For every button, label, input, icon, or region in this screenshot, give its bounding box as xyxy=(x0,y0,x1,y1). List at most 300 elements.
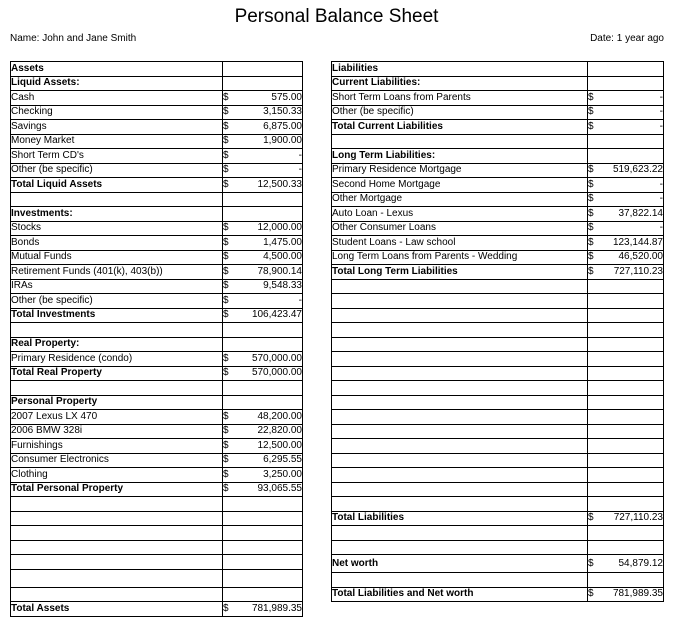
amount-value: 37,822.14 xyxy=(618,207,663,219)
asset-label-cell[interactable]: Liquid Assets: xyxy=(11,76,223,91)
amount-value: 519,623.22 xyxy=(612,164,663,176)
liability-label-cell[interactable]: Net worth xyxy=(332,555,588,573)
asset-label-cell[interactable]: Retirement Funds (401(k), 403(b)) xyxy=(11,265,223,280)
amount-value: 570,000.00 xyxy=(251,367,302,379)
asset-amount-cell[interactable] xyxy=(223,149,303,164)
amount-value: - xyxy=(659,193,663,205)
asset-amount-cell[interactable] xyxy=(223,221,303,236)
asset-row xyxy=(11,265,303,280)
asset-row xyxy=(11,178,303,193)
asset-row xyxy=(11,587,303,602)
assets-table xyxy=(10,61,303,617)
liability-amount-cell[interactable] xyxy=(588,294,664,309)
liability-amount-cell[interactable] xyxy=(588,587,664,602)
asset-row xyxy=(11,511,303,526)
asset-label-cell[interactable]: Investments: xyxy=(11,207,223,222)
asset-row xyxy=(11,555,303,570)
currency-symbol: $ xyxy=(223,410,229,422)
asset-amount-cell[interactable] xyxy=(223,163,303,178)
liability-row xyxy=(332,308,664,323)
currency-symbol: $ xyxy=(223,91,229,103)
liability-amount-cell[interactable] xyxy=(588,337,664,352)
liability-label-cell[interactable] xyxy=(332,453,588,468)
asset-amount-cell[interactable] xyxy=(223,540,303,555)
asset-amount-cell[interactable] xyxy=(223,265,303,280)
asset-amount-cell[interactable] xyxy=(223,526,303,541)
amount-value: 93,065.55 xyxy=(257,483,302,495)
assets-heading-amount-cell[interactable] xyxy=(223,62,303,77)
liability-label-cell[interactable]: Current Liabilities: xyxy=(332,76,588,91)
amount-value: - xyxy=(659,91,663,103)
asset-row xyxy=(11,540,303,555)
amount-value: 727,110.23 xyxy=(613,512,663,524)
asset-row xyxy=(11,120,303,135)
currency-symbol: $ xyxy=(588,222,594,234)
currency-symbol: $ xyxy=(223,602,229,614)
liability-amount-cell[interactable] xyxy=(588,395,664,410)
liability-label-cell[interactable] xyxy=(332,468,588,483)
amount-value: - xyxy=(298,149,302,161)
asset-label-cell[interactable]: Money Market xyxy=(11,134,223,149)
currency-symbol: $ xyxy=(588,178,594,190)
amount-value: 12,500.00 xyxy=(257,439,302,451)
asset-label-cell[interactable]: Primary Residence (condo) xyxy=(11,352,223,367)
liability-row xyxy=(332,207,664,222)
asset-amount-cell[interactable] xyxy=(223,192,303,207)
amount-value: 1,475.00 xyxy=(263,236,302,248)
asset-amount-cell[interactable] xyxy=(223,555,303,570)
liability-label-cell[interactable]: Auto Loan - Lexus xyxy=(332,207,588,222)
asset-label-cell[interactable] xyxy=(11,192,223,207)
liability-amount-cell[interactable] xyxy=(588,279,664,294)
asset-label-cell[interactable]: Personal Property xyxy=(11,395,223,410)
asset-row xyxy=(11,192,303,207)
amount-value: - xyxy=(659,178,663,190)
amount-value: 3,150.33 xyxy=(263,106,302,118)
liability-row xyxy=(332,279,664,294)
asset-label-cell[interactable]: Checking xyxy=(11,105,223,120)
liability-label-cell[interactable]: Primary Residence Mortgage xyxy=(332,163,588,178)
currency-symbol: $ xyxy=(588,236,594,248)
date-line: Date: 1 year ago xyxy=(590,33,664,44)
amount-value: 78,900.14 xyxy=(257,265,302,277)
asset-label-cell[interactable]: Cash xyxy=(11,91,223,106)
asset-row xyxy=(11,453,303,468)
currency-symbol: $ xyxy=(223,178,229,190)
liability-row xyxy=(332,178,664,193)
liability-row xyxy=(332,250,664,265)
liability-label-cell[interactable] xyxy=(332,294,588,309)
amount-value: 22,820.00 xyxy=(257,425,302,437)
liability-row xyxy=(332,192,664,207)
liability-amount-cell[interactable] xyxy=(588,250,664,265)
asset-amount-cell[interactable] xyxy=(223,279,303,294)
asset-label-cell[interactable]: IRAs xyxy=(11,279,223,294)
asset-label-cell[interactable]: Clothing xyxy=(11,468,223,483)
liability-row xyxy=(332,366,664,381)
liability-amount-cell[interactable] xyxy=(588,352,664,367)
liability-label-cell[interactable] xyxy=(332,482,588,497)
currency-symbol: $ xyxy=(223,236,229,248)
liability-label-cell[interactable]: Other Mortgage xyxy=(332,192,588,207)
liability-amount-cell[interactable] xyxy=(588,468,664,483)
name-line: Name: John and Jane Smith xyxy=(10,33,137,44)
asset-amount-cell[interactable] xyxy=(223,366,303,381)
currency-symbol: $ xyxy=(588,120,594,132)
liability-amount-cell[interactable] xyxy=(588,424,664,439)
asset-amount-cell[interactable] xyxy=(223,308,303,323)
liability-row xyxy=(332,294,664,309)
liability-amount-cell[interactable] xyxy=(588,91,664,106)
currency-symbol: $ xyxy=(588,193,594,205)
currency-symbol: $ xyxy=(588,588,594,600)
asset-label-cell[interactable] xyxy=(11,569,223,587)
liability-row xyxy=(332,555,664,573)
assets-heading[interactable]: Assets xyxy=(11,62,223,77)
currency-symbol: $ xyxy=(223,135,229,147)
liability-label-cell[interactable] xyxy=(332,337,588,352)
asset-label-cell[interactable] xyxy=(11,323,223,338)
currency-symbol: $ xyxy=(223,164,229,176)
liability-row xyxy=(332,587,664,602)
amount-value: 48,200.00 xyxy=(257,410,302,422)
asset-amount-cell[interactable] xyxy=(223,468,303,483)
amount-value: 54,879.12 xyxy=(618,557,663,569)
currency-symbol: $ xyxy=(223,309,229,321)
asset-label-cell[interactable] xyxy=(11,497,223,512)
asset-row xyxy=(11,105,303,120)
liability-label-cell[interactable] xyxy=(332,308,588,323)
liability-row xyxy=(332,163,664,178)
asset-row xyxy=(11,91,303,106)
asset-amount-cell[interactable] xyxy=(223,453,303,468)
liabilities-heading-amount-cell[interactable] xyxy=(588,62,664,77)
asset-amount-cell[interactable] xyxy=(223,76,303,91)
asset-row xyxy=(11,76,303,91)
currency-symbol: $ xyxy=(588,251,594,263)
asset-label-cell[interactable]: Real Property: xyxy=(11,337,223,352)
liability-row xyxy=(332,134,664,149)
liability-row xyxy=(332,573,664,588)
asset-label-cell[interactable]: Short Term CD's xyxy=(11,149,223,164)
liability-amount-cell[interactable] xyxy=(588,482,664,497)
liability-amount-cell[interactable] xyxy=(588,439,664,454)
liability-amount-cell[interactable] xyxy=(588,526,664,541)
liability-label-cell[interactable]: Other Consumer Loans xyxy=(332,221,588,236)
liabilities-table xyxy=(331,61,664,602)
amount-value: - xyxy=(659,222,663,234)
amount-value: 727,110.23 xyxy=(613,265,663,277)
liability-label-cell[interactable] xyxy=(332,395,588,410)
liability-row xyxy=(332,439,664,454)
amount-value: - xyxy=(298,294,302,306)
amount-value: 12,500.33 xyxy=(257,178,302,190)
asset-label-cell[interactable] xyxy=(11,511,223,526)
liability-amount-cell[interactable] xyxy=(588,207,664,222)
liability-row xyxy=(332,540,664,555)
currency-symbol: $ xyxy=(588,91,594,103)
asset-row xyxy=(11,395,303,410)
liability-amount-cell[interactable] xyxy=(588,236,664,251)
liability-label-cell[interactable] xyxy=(332,279,588,294)
asset-row xyxy=(11,352,303,367)
asset-row xyxy=(11,497,303,512)
asset-amount-cell[interactable] xyxy=(223,587,303,602)
asset-amount-cell[interactable] xyxy=(223,134,303,149)
amount-value: 3,250.00 xyxy=(263,468,302,480)
liability-label-cell[interactable]: Total Liabilities xyxy=(332,511,588,526)
liability-label-cell[interactable] xyxy=(332,439,588,454)
asset-row xyxy=(11,468,303,483)
liability-amount-cell[interactable] xyxy=(588,163,664,178)
currency-symbol: $ xyxy=(223,468,229,480)
liability-row xyxy=(332,424,664,439)
liability-amount-cell[interactable] xyxy=(588,410,664,425)
asset-amount-cell[interactable] xyxy=(223,381,303,396)
asset-row xyxy=(11,569,303,587)
asset-row xyxy=(11,439,303,454)
liability-amount-cell[interactable] xyxy=(588,497,664,512)
liability-amount-cell[interactable] xyxy=(588,381,664,396)
liability-amount-cell[interactable] xyxy=(588,134,664,149)
currency-symbol: $ xyxy=(223,120,229,132)
liability-label-cell[interactable] xyxy=(332,352,588,367)
liability-amount-cell[interactable] xyxy=(588,149,664,164)
asset-label-cell[interactable]: Bonds xyxy=(11,236,223,251)
asset-amount-cell[interactable] xyxy=(223,337,303,352)
currency-symbol: $ xyxy=(588,265,594,277)
amount-value: - xyxy=(659,106,663,118)
asset-amount-cell[interactable] xyxy=(223,424,303,439)
asset-row xyxy=(11,366,303,381)
asset-row xyxy=(11,221,303,236)
currency-symbol: $ xyxy=(223,483,229,495)
asset-amount-cell[interactable] xyxy=(223,120,303,135)
asset-row xyxy=(11,337,303,352)
liability-label-cell[interactable]: Long Term Loans from Parents - Wedding xyxy=(332,250,588,265)
liability-amount-cell[interactable] xyxy=(588,76,664,91)
liability-row xyxy=(332,497,664,512)
liability-label-cell[interactable]: Second Home Mortgage xyxy=(332,178,588,193)
asset-label-cell[interactable]: Total Personal Property xyxy=(11,482,223,497)
amount-value: 6,295.55 xyxy=(263,454,302,466)
currency-symbol: $ xyxy=(223,265,229,277)
asset-row xyxy=(11,323,303,338)
amount-value: 575.00 xyxy=(271,91,302,103)
asset-row xyxy=(11,410,303,425)
currency-symbol: $ xyxy=(223,106,229,118)
asset-amount-cell[interactable] xyxy=(223,410,303,425)
asset-label-cell[interactable]: Consumer Electronics xyxy=(11,453,223,468)
asset-row xyxy=(11,207,303,222)
currency-symbol: $ xyxy=(223,425,229,437)
currency-symbol: $ xyxy=(223,294,229,306)
liability-row xyxy=(332,221,664,236)
amount-value: 4,500.00 xyxy=(263,251,302,263)
asset-amount-cell[interactable] xyxy=(223,439,303,454)
asset-label-cell[interactable]: 2007 Lexus LX 470 xyxy=(11,410,223,425)
currency-symbol: $ xyxy=(223,280,229,292)
liabilities-heading[interactable]: Liabilities xyxy=(332,62,588,77)
asset-label-cell[interactable]: Total Real Property xyxy=(11,366,223,381)
liability-row xyxy=(332,265,664,280)
liability-amount-cell[interactable] xyxy=(588,555,664,573)
liability-label-cell[interactable] xyxy=(332,134,588,149)
asset-row xyxy=(11,308,303,323)
asset-label-cell[interactable]: Total Investments xyxy=(11,308,223,323)
liability-amount-cell[interactable] xyxy=(588,366,664,381)
liability-amount-cell[interactable] xyxy=(588,323,664,338)
asset-row xyxy=(11,602,303,617)
asset-row xyxy=(11,526,303,541)
asset-amount-cell[interactable] xyxy=(223,91,303,106)
asset-label-cell[interactable]: Other (be specific) xyxy=(11,163,223,178)
asset-row xyxy=(11,294,303,309)
asset-label-cell[interactable] xyxy=(11,587,223,602)
currency-symbol: $ xyxy=(223,149,229,161)
asset-amount-cell[interactable] xyxy=(223,352,303,367)
liability-label-cell[interactable] xyxy=(332,497,588,512)
liability-row xyxy=(332,105,664,120)
asset-row xyxy=(11,424,303,439)
amount-value: - xyxy=(298,164,302,176)
liability-row xyxy=(332,526,664,541)
liability-row xyxy=(332,76,664,91)
liability-row xyxy=(332,511,664,526)
asset-amount-cell[interactable] xyxy=(223,250,303,265)
liability-label-cell[interactable] xyxy=(332,381,588,396)
liability-amount-cell[interactable] xyxy=(588,573,664,588)
asset-label-cell[interactable] xyxy=(11,526,223,541)
liability-label-cell[interactable] xyxy=(332,573,588,588)
asset-amount-cell[interactable] xyxy=(223,294,303,309)
liability-amount-cell[interactable] xyxy=(588,511,664,526)
currency-symbol: $ xyxy=(588,557,594,569)
asset-amount-cell[interactable] xyxy=(223,105,303,120)
liability-row xyxy=(332,410,664,425)
asset-label-cell[interactable]: Furnishings xyxy=(11,439,223,454)
asset-amount-cell[interactable] xyxy=(223,569,303,587)
asset-row xyxy=(11,250,303,265)
amount-value: 1,900.00 xyxy=(263,135,302,147)
amount-value: 9,548.33 xyxy=(263,280,302,292)
liability-amount-cell[interactable] xyxy=(588,221,664,236)
asset-label-cell[interactable] xyxy=(11,540,223,555)
asset-amount-cell[interactable] xyxy=(223,602,303,617)
liability-amount-cell[interactable] xyxy=(588,105,664,120)
amount-value: 123,144.87 xyxy=(612,236,663,248)
liability-amount-cell[interactable] xyxy=(588,540,664,555)
amount-value: 6,875.00 xyxy=(263,120,302,132)
liability-amount-cell[interactable] xyxy=(588,120,664,135)
liability-row xyxy=(332,453,664,468)
liability-row xyxy=(332,323,664,338)
liability-amount-cell[interactable] xyxy=(588,192,664,207)
liability-row xyxy=(332,236,664,251)
asset-amount-cell[interactable] xyxy=(223,395,303,410)
asset-label-cell[interactable] xyxy=(11,381,223,396)
asset-label-cell[interactable]: 2006 BMW 328i xyxy=(11,424,223,439)
liability-label-cell[interactable]: Long Term Liabilities: xyxy=(332,149,588,164)
currency-symbol: $ xyxy=(223,222,229,234)
asset-amount-cell[interactable] xyxy=(223,236,303,251)
currency-symbol: $ xyxy=(588,164,594,176)
liability-row xyxy=(332,381,664,396)
amount-value: - xyxy=(659,120,663,132)
liability-amount-cell[interactable] xyxy=(588,308,664,323)
amount-value: 781,989.35 xyxy=(612,588,663,600)
liability-label-cell[interactable] xyxy=(332,526,588,541)
liability-amount-cell[interactable] xyxy=(588,453,664,468)
liability-label-cell[interactable]: Other (be specific) xyxy=(332,105,588,120)
liability-row xyxy=(332,482,664,497)
amount-value: 781,989.35 xyxy=(251,602,302,614)
liability-row xyxy=(332,352,664,367)
asset-label-cell[interactable]: Other (be specific) xyxy=(11,294,223,309)
liability-label-cell[interactable]: Student Loans - Law school xyxy=(332,236,588,251)
asset-label-cell[interactable] xyxy=(11,555,223,570)
asset-label-cell[interactable]: Stocks xyxy=(11,221,223,236)
assets-rows xyxy=(11,62,303,617)
asset-amount-cell[interactable] xyxy=(223,497,303,512)
asset-amount-cell[interactable] xyxy=(223,511,303,526)
asset-amount-cell[interactable] xyxy=(223,482,303,497)
liability-amount-cell[interactable] xyxy=(588,178,664,193)
assets-heading-row xyxy=(11,62,303,77)
asset-label-cell[interactable]: Savings xyxy=(11,120,223,135)
liability-label-cell[interactable]: Short Term Loans from Parents xyxy=(332,91,588,106)
liability-amount-cell[interactable] xyxy=(588,265,664,280)
amount-value: 46,520.00 xyxy=(618,251,663,263)
asset-amount-cell[interactable] xyxy=(223,178,303,193)
currency-symbol: $ xyxy=(588,512,594,524)
liability-label-cell[interactable] xyxy=(332,410,588,425)
currency-symbol: $ xyxy=(223,251,229,263)
liability-row xyxy=(332,91,664,106)
page-title: Personal Balance Sheet xyxy=(234,6,439,27)
liability-row xyxy=(332,468,664,483)
liability-row xyxy=(332,149,664,164)
liability-label-cell[interactable] xyxy=(332,366,588,381)
currency-symbol: $ xyxy=(588,106,594,118)
asset-row xyxy=(11,134,303,149)
asset-row xyxy=(11,482,303,497)
asset-row xyxy=(11,381,303,396)
asset-amount-cell[interactable] xyxy=(223,207,303,222)
currency-symbol: $ xyxy=(588,207,594,219)
liability-row xyxy=(332,395,664,410)
asset-row xyxy=(11,236,303,251)
liability-label-cell[interactable]: Total Long Term Liabilities xyxy=(332,265,588,280)
asset-label-cell[interactable]: Total Liquid Assets xyxy=(11,178,223,193)
liability-label-cell[interactable]: Total Liabilities and Net worth xyxy=(332,587,588,602)
liabilities-heading-row xyxy=(332,62,664,77)
liability-label-cell[interactable] xyxy=(332,540,588,555)
currency-symbol: $ xyxy=(223,454,229,466)
liability-label-cell[interactable]: Total Current Liabilities xyxy=(332,120,588,135)
asset-row xyxy=(11,279,303,294)
amount-value: 12,000.00 xyxy=(257,222,302,234)
currency-symbol: $ xyxy=(223,352,229,364)
liability-row xyxy=(332,337,664,352)
liability-label-cell[interactable] xyxy=(332,323,588,338)
asset-label-cell[interactable]: Total Assets xyxy=(11,602,223,617)
asset-label-cell[interactable]: Mutual Funds xyxy=(11,250,223,265)
asset-amount-cell[interactable] xyxy=(223,323,303,338)
amount-value: 570,000.00 xyxy=(251,352,302,364)
liability-label-cell[interactable] xyxy=(332,424,588,439)
currency-symbol: $ xyxy=(223,367,229,379)
